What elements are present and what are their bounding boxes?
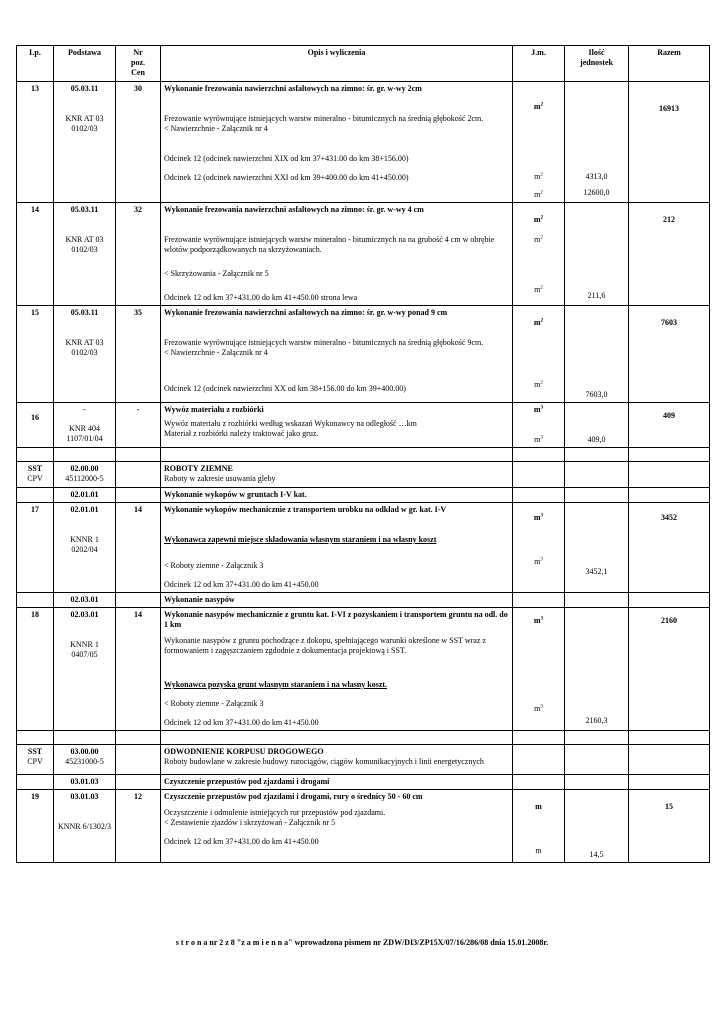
col-lp: Lp. bbox=[17, 46, 54, 82]
section-row: SST CPV 03.00.00 45231000-5 ODWODNIENIE KORPUSU DROGOWEGO Roboty budowlane w zakresie budowy rurociągów, ciągów komunikacyjnych i linii energetycznych bbox=[17, 745, 710, 775]
col-ilosc: Ilość jednostek bbox=[565, 46, 629, 82]
group-row: 03.01.03 Czyszczenie przepustów pod zjazdami i drogami bbox=[17, 775, 710, 790]
table-row: 19 03.01.03 KNNR 6/1302/3 12 Czyszczenie przepustów pod zjazdami i drogami, rury o średnicy 50 - 60 cm Oczyszczenie i odmulenie istniejących rur przepustów pod zjazdami. < Zestawienie zjazdów i skrzyżowań - Załącznik nr 5 Odcinek 12 od km 37+431.00 do km 41+450.00 m m 14,5 15 bbox=[17, 790, 710, 863]
table-row: 15 05.03.11 KNR AT 03 0102/03 35 Wykonanie frezowania nawierzchni asfaltowych na zimno: śr. gr. w-wy ponad 9 cm Frezowanie wyrównujące istniejących warstw mineralno - bitumicznych na średnią głębokość 9cm. < Nawierzchnie - Załącznik nr 4 Odcinek 12 (odcinek nawierzchni XX od km 38+156.00 do km 39+400.00) $m^2$ $m^2$ 7603,0 7603 bbox=[17, 306, 710, 403]
table-row: 17 02.01.01 KNNR 1 0202/04 14 Wykonanie wykopów mechanicznie z transportem urobku na odkład w gr. kat. I-V Wykonawca zapewni miejsce składowania własnym staraniem i na własny koszt < Roboty ziemne - Załącznik 3 Odcinek 12 od km 37+431.00 do km 41+450.00 $m^3$ $m^3$ 3452,1 3452 bbox=[17, 503, 710, 593]
col-podstawa: Podstawa bbox=[54, 46, 116, 82]
spacer-row bbox=[17, 448, 710, 462]
page-footer: s t r o n a nr 2 z 8 "z a m i e n n a" wprowadzona pismem nr ZDW/DI3/ZP15X/07/16/286/08 dnia 15.01.2008r. bbox=[175, 938, 549, 947]
section-row: SST CPV 02.00.00 45112000-5 ROBOTY ZIEMNE Roboty w zakresie usuwania gleby bbox=[17, 462, 710, 488]
spacer-row bbox=[17, 731, 710, 745]
table-row: 18 02.03.01 KNNR 1 0407/05 14 Wykonanie nasypów mechanicznie z gruntu kat. I-VI z pozyskaniem i transportem gruntu na odl. do 1 km Wykonanie nasypów z gruntu pochodzące z dokopu, spełniającego warunki określone w SST wraz z formowaniem i zagęszczaniem zgdodnie z dokumentacja projektową i SST. Wykonawca pozyska grunt własnym staraniem i na własny koszt. < Roboty ziemne - Załącznik 3 Odcinek 12 od km 37+431.00 do km 41+450.00 $m^3$ $m^3$ 2160,3 2160 bbox=[17, 608, 710, 731]
table-row: 16 - KNR 404 1107/01/04 - Wywóz materiału z rozbiórki Wywóz materiału z rozbiórki według wskazań Wykonawcy na odległość …km Materiał z rozbiórki należy traktować jako gruz. $m^3$ $m^3$ 409,0 409 bbox=[17, 403, 710, 448]
col-nr: Nr poz. Cen bbox=[116, 46, 161, 82]
group-row: 02.01.01 Wykonanie wykopów w gruntach I-V kat. bbox=[17, 488, 710, 503]
table-row: 14 05.03.11 KNR AT 03 0102/03 32 Wykonanie frezowania nawierzchni asfaltowych na zimno: śr. gr. w-wy 4 cm Frezowanie wyrównujące istniejących warstw mineralno - bitumicznych na na grubość 4 cm w obrębie wlotów podporządkowanych na skrzyżowaniach. < Skrzyżowania - Załącznik nr 5 Odcinek 12 od km 37+431.00 do km 41+450.00 strona lewa $m^2$ $m^2$ $m^2$ 211,6 212 bbox=[17, 203, 710, 306]
table-header bbox=[17, 46, 710, 82]
cost-estimate-table bbox=[16, 45, 710, 863]
col-razem: Razem bbox=[629, 46, 710, 82]
col-jm: J.m. bbox=[513, 46, 565, 82]
table-row: 13 05.03.11 KNR AT 03 0102/03 30 Wykonanie frezowania nawierzchni asfaltowych na zimno: śr. gr. w-wy 2cm Frezowanie wyrównujące istniejących warstw mineralno - bitumicznych na średnią głębokość 2cm. < Nawierzchnie - Załącznik nr 4 Odcinek 12 (odcinek nawierzchni XIX od km 37+431.00 do km 38+156.00) Odcinek 12 (odcinek nawierzchni XXI od km 39+400.00 do km 41+450.00) $m^2$ $m^2$ $m^2$ 4313,0 12600,0 16913 bbox=[17, 82, 710, 203]
col-opis: Opis i wyliczenia bbox=[161, 46, 513, 82]
group-row: 02.03.01 Wykonanie nasypów bbox=[17, 593, 710, 608]
